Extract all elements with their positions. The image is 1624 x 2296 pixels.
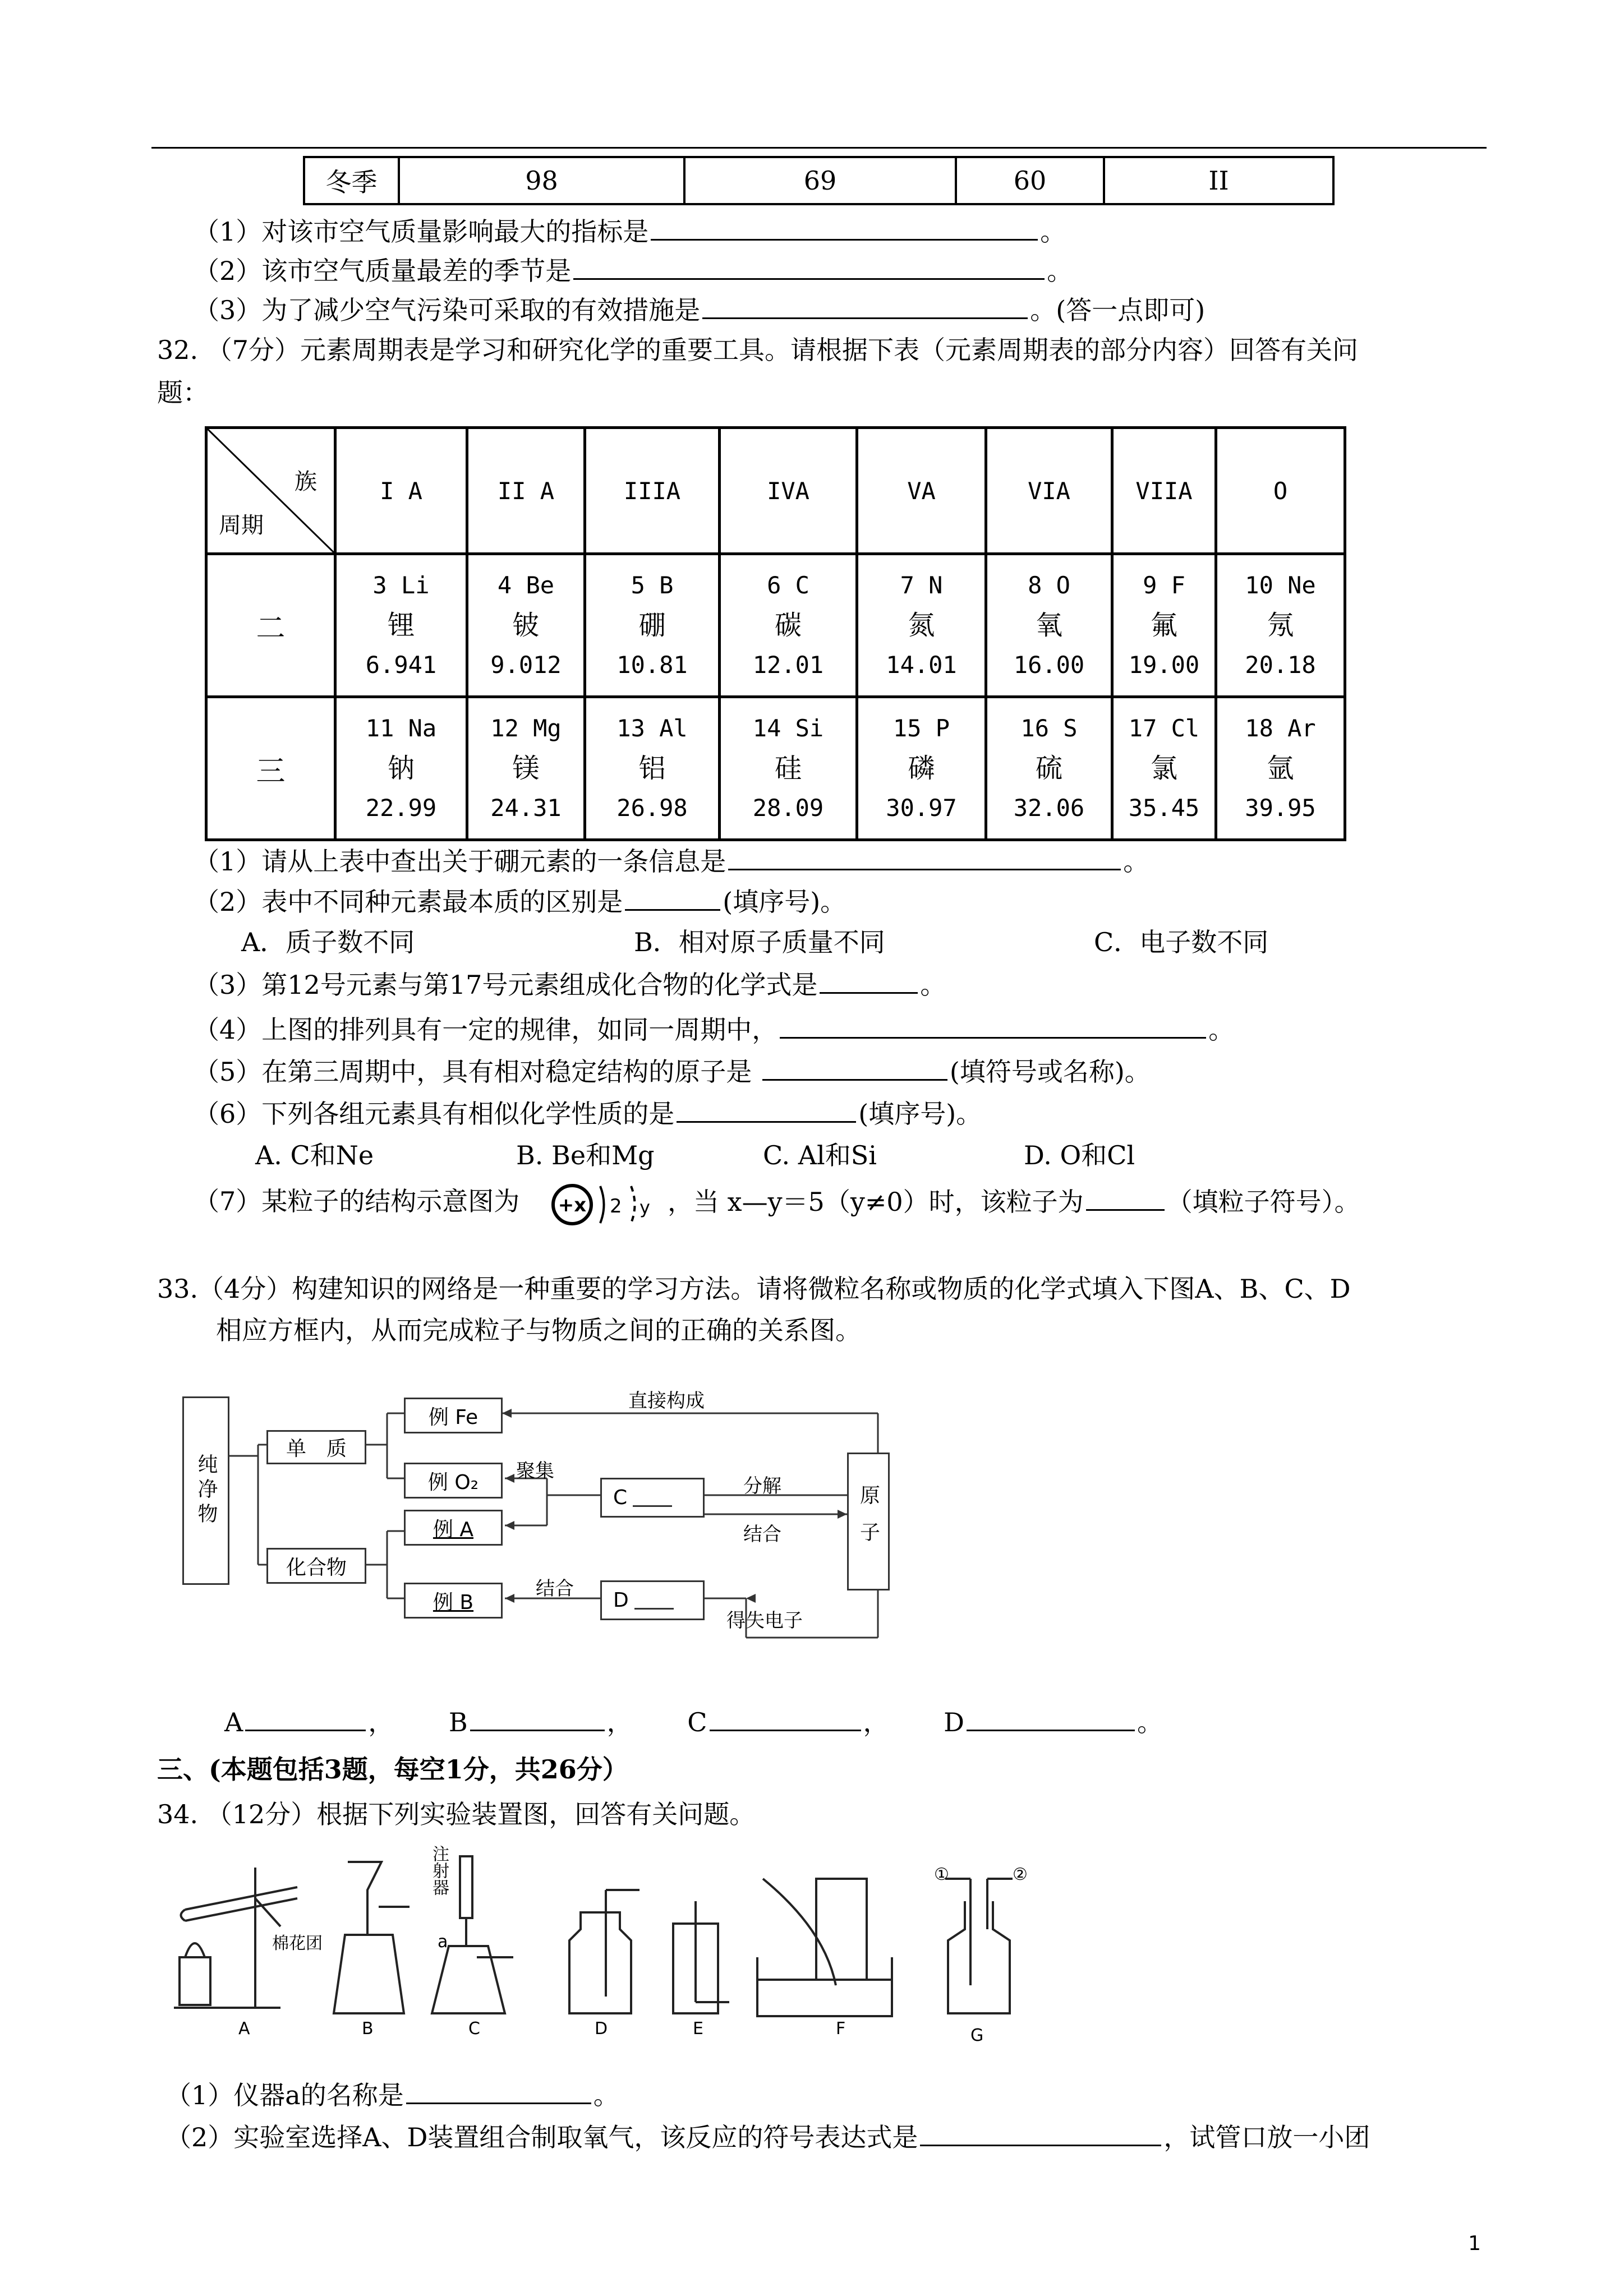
element-cell: 8 O 氧 16.00: [986, 554, 1112, 697]
atom-structure-diagram: [547, 1172, 659, 1234]
group-iiia: IIIA: [585, 428, 720, 554]
label-combine-2: 结合: [536, 1578, 574, 1600]
q32-1: （1）请从上表中查出关于硼元素的一条信息是 。: [194, 844, 1149, 878]
q32-7-part1: （7）某粒子的结构示意图为: [194, 1186, 520, 1216]
group-iia: II A: [467, 428, 585, 554]
pure-substance-box: 纯净物: [182, 1396, 229, 1585]
label-electron: 得失电子: [726, 1610, 803, 1632]
element-cell: 13 Al 铝 26.98: [585, 697, 720, 840]
q33-intro-1: 33.（4分）构建知识的网络是一种重要的学习方法。请将微粒名称或物质的化学式填入下图A、B、C、D: [157, 1274, 1351, 1304]
group-viia: VIIA: [1112, 428, 1216, 554]
example-fe-box: 例 Fe: [404, 1398, 503, 1433]
level-cell: II: [1104, 157, 1333, 204]
element-cell: 4 Be 铍 9.012: [467, 554, 585, 697]
element-cell: 15 P 磷 30.97: [857, 697, 986, 840]
q32-6-option-d: D. O和Cl: [1024, 1140, 1135, 1170]
answer-blank-b[interactable]: [470, 1705, 605, 1731]
label-combine-1: 结合: [743, 1523, 781, 1546]
element-cell: 7 N 氮 14.01: [857, 554, 986, 697]
group-ia: I A: [335, 428, 467, 554]
label-b: B: [362, 2019, 374, 2039]
label-d: D: [595, 2019, 608, 2039]
page-number: 1: [1468, 2232, 1481, 2255]
port-1-label: ①: [934, 1865, 949, 1884]
q33-intro-2: 相应方框内，从而完成粒子与物质之间的正确的关系图。: [216, 1315, 861, 1345]
q32-intro-1: 32. （7分）元素周期表是学习和研究化学的重要工具。请根据下表（元素周期表的部分内容）回答有关问: [157, 335, 1359, 365]
periodic-table: [205, 426, 1346, 841]
example-a-box[interactable]: 例 A: [404, 1510, 503, 1546]
label-a: A: [238, 2019, 250, 2039]
corner-header: [206, 428, 335, 554]
element-cell: 14 Si 硅 28.09: [720, 697, 857, 840]
q32-2-option-c: C．电子数不同: [1094, 927, 1269, 957]
group-va: VA: [857, 428, 986, 554]
box-c[interactable]: C: [600, 1478, 705, 1518]
cotton-label: 棉花团: [272, 1934, 323, 1953]
period-header: 周期: [219, 513, 264, 538]
season-cell: 冬季: [304, 157, 399, 204]
group-iva: IVA: [720, 428, 857, 554]
svg-text:+x: +x: [558, 1194, 587, 1216]
instrument-a-label: a: [438, 1932, 448, 1952]
label-decompose: 分解: [743, 1475, 781, 1497]
header-rule: [151, 147, 1487, 149]
answer-blank-d[interactable]: [967, 1705, 1135, 1731]
period-2: 二: [206, 554, 335, 697]
q32-6-option-a: A. C和Ne: [255, 1140, 374, 1170]
svg-text:2: 2: [610, 1195, 622, 1218]
element-cell: 9 F 氟 19.00: [1112, 554, 1216, 697]
answer-blank[interactable]: [820, 967, 918, 994]
q32-2: （2）表中不同种元素最本质的区别是 (填序号)。: [194, 884, 846, 919]
q34-intro: 34. （12分）根据下列实验装置图，回答有关问题。: [157, 1799, 756, 1829]
q32-7-part2: ，当 x—y＝5（y≠0）时，该粒子为 （填粒子符号）。: [668, 1184, 1360, 1219]
apparatus-figure: [163, 1845, 1094, 2045]
label-g: G: [970, 2026, 984, 2045]
group-via: VIA: [986, 428, 1112, 554]
element-cell: 11 Na 钠 22.99: [335, 697, 467, 840]
period-3: 三: [206, 697, 335, 840]
answer-blank[interactable]: [677, 1096, 856, 1123]
example-o2-box: 例 O₂: [404, 1463, 503, 1499]
answer-blank[interactable]: [625, 884, 720, 911]
answer-blank-a[interactable]: [245, 1705, 366, 1731]
section-3-heading: 三、(本题包括3题，每空1分，共26分）: [157, 1754, 628, 1785]
value-cell-1: 98: [399, 157, 684, 204]
q33-answers: A ， B ， C ， D 。: [224, 1705, 1163, 1739]
element-cell: 6 C 碳 12.01: [720, 554, 857, 697]
elemental-box: 单 质: [266, 1430, 366, 1464]
label-gather: 聚集: [516, 1460, 554, 1482]
q32-6-option-c: C. Al和Si: [763, 1140, 877, 1170]
element-cell: 10 Ne 氖 20.18: [1216, 554, 1345, 697]
element-cell: 12 Mg 镁 24.31: [467, 697, 585, 840]
q32-2-option-a: A．质子数不同: [241, 927, 415, 957]
answer-blank[interactable]: [920, 2120, 1161, 2146]
answer-blank[interactable]: [728, 844, 1121, 870]
compound-box: 化合物: [266, 1548, 366, 1584]
q34-1: （1）仪器a的名称是 。: [165, 2078, 619, 2112]
particle-matter-diagram: [180, 1363, 909, 1643]
answer-blank[interactable]: [573, 253, 1045, 280]
answer-blank[interactable]: [406, 2078, 591, 2104]
label-direct: 直接构成: [628, 1390, 705, 1412]
example-b-box[interactable]: 例 B: [404, 1583, 503, 1619]
element-cell: 5 B 硼 10.81: [585, 554, 720, 697]
syringe-label: 注射器: [429, 1845, 449, 1896]
answer-blank[interactable]: [762, 1054, 947, 1081]
element-cell: 16 S 硫 32.06: [986, 697, 1112, 840]
answer-blank[interactable]: [651, 214, 1038, 241]
element-cell: 18 Ar 氩 39.95: [1216, 697, 1345, 840]
value-cell-3: 60: [956, 157, 1104, 204]
port-2-label: ②: [1013, 1865, 1028, 1884]
label-f: F: [836, 2019, 846, 2039]
air-quality-table-row: [303, 156, 1335, 205]
q31-2: （2）该市空气质量最差的季节是 。: [194, 253, 1073, 288]
group-header: 族: [295, 469, 317, 495]
element-cell: 3 Li 锂 6.941: [335, 554, 467, 697]
box-d[interactable]: D: [600, 1580, 705, 1620]
q32-5: （5）在第三周期中，具有相对稳定结构的原子是 (填符号或名称)。: [194, 1054, 1151, 1089]
q32-6: （6）下列各组元素具有相似化学性质的是 (填序号)。: [194, 1096, 982, 1131]
q34-2: （2）实验室选择A、D装置组合制取氧气，该反应的符号表达式是 ，试管口放一小团: [165, 2120, 1370, 2154]
label-c: C: [468, 2019, 480, 2039]
q32-6-option-b: B. Be和Mg: [516, 1140, 655, 1170]
answer-blank-c[interactable]: [710, 1705, 861, 1731]
element-cell: 17 Cl 氯 35.45: [1112, 697, 1216, 840]
q32-4: （4）上图的排列具有一定的规律，如同一周期中， 。: [194, 1012, 1234, 1046]
answer-blank[interactable]: [1086, 1184, 1165, 1211]
q32-2-option-b: B．相对原子质量不同: [634, 927, 885, 957]
q31-1: （1）对该市空气质量影响最大的指标是 。: [194, 214, 1066, 248]
answer-blank[interactable]: [702, 293, 1028, 319]
group-o: O: [1216, 428, 1345, 554]
label-e: E: [693, 2019, 703, 2039]
value-cell-2: 69: [684, 157, 956, 204]
atom-box: 原子: [847, 1453, 890, 1590]
diagram-connectors: [180, 1363, 909, 1643]
q32-intro-2: 题：: [157, 377, 209, 408]
q32-3: （3）第12号元素与第17号元素组成化合物的化学式是 。: [194, 967, 946, 1002]
svg-text:y: y: [640, 1197, 650, 1218]
answer-blank[interactable]: [780, 1012, 1206, 1039]
q31-3: （3）为了减少空气污染可采取的有效措施是 。(答一点即可): [194, 293, 1205, 327]
